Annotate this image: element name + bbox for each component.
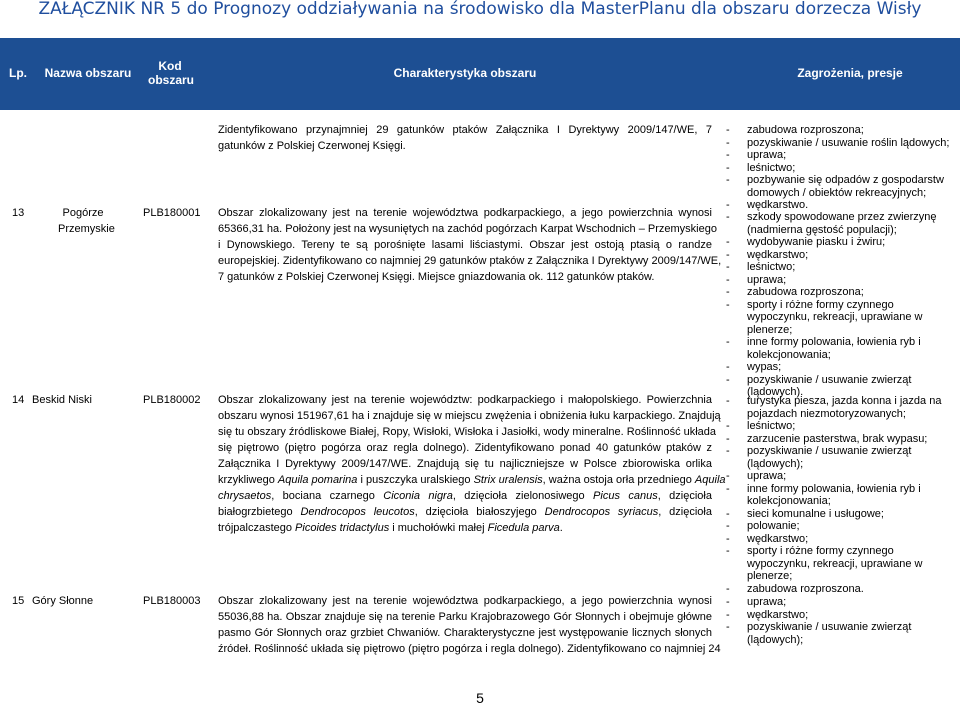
text-line: krzykliwego Aquila pomarina i puszczyka uralskiego Strix uralensis, ważna ostoja orła przedniego Aquila (218, 474, 726, 486)
table-header (0, 38, 960, 110)
risk-item: - sporty i różne formy czynnego wypoczynku, rekreacji, uprawiane w plenerze; (726, 545, 956, 583)
row-14-text (218, 392, 726, 536)
risk-item: - inne formy polowania, łowienia ryb i kolekcjonowania; (726, 483, 956, 508)
risk-item: - uprawa; (726, 149, 956, 162)
row-13-nazwa: Pogórze Przemyskie (58, 207, 115, 235)
text-line: źródeł. Roślinność układa się piętrowo (piętro pogórza i regla dolnego). Zidentyfikowano co najmniej 24 (218, 643, 721, 655)
page-number: 5 (476, 690, 484, 706)
text-line: się tu obszary źródliskowe Białej, Ropy, Wisłoki, Wisłoka i Jasiołki, wody mineralne. Roślinność układa (218, 426, 717, 438)
row-14-lp: 14 (12, 394, 25, 406)
risk-item: - pozyskiwanie / usuwanie roślin lądowych; (726, 137, 956, 150)
risk-item: - zabudowa rozproszona. (726, 583, 956, 596)
text-line: 7 gatunków z Polskiej Czerwonej Księgi. Miejsce gniazdowania ok. 112 gatunków ptaków. (218, 271, 655, 283)
row-15-nazwa: Góry Słonne (32, 595, 94, 607)
risk-item: - leśnictwo; (726, 261, 956, 274)
risk-item: - leśnictwo; (726, 162, 956, 175)
risk-item: - wędkarstwo; (726, 533, 956, 546)
row-15-lp: 15 (12, 595, 25, 607)
text-line: trójpalczastego Picoides tridactylus i muchołówki małej Ficedula parva. (218, 522, 563, 534)
row-13-text (218, 205, 722, 285)
risk-item: - zarzucenie pasterstwa, brak wypasu; (726, 433, 956, 446)
text-line: Załącznika I Dyrektywy 2009/147/WE. Znajdują się tu najliczniejsze w Polsce zbiorowiska orlika (218, 458, 712, 470)
row-13-lp: 13 (12, 207, 25, 219)
risk-item: - szkody spowodowane przez zwierzynę (nadmierna gęstość populacji); (726, 211, 956, 236)
header-zagrozenia: Zagrożenia, presje (797, 66, 903, 80)
header-charakterystyka: Charakterystyka obszaru (393, 66, 537, 80)
risk-item: - wędkarstwo; (726, 249, 956, 262)
text-line: Obszar zlokalizowany jest na terenie województwa podkarpackiego, a jego powierzchnia wynosi (218, 207, 712, 219)
risk-item: - uprawa; (726, 274, 956, 287)
risk-item: - leśnictwo; (726, 420, 956, 433)
text-line: Obszar zlokalizowany jest na terenie województw: podkarpackiego i małopolskiego. Powierzchnia (218, 394, 712, 406)
row-15-text (218, 593, 721, 657)
header-nazwa: Nazwa obszaru (44, 66, 132, 80)
header-kod: Kod obszaru (148, 59, 195, 87)
risk-item: - sieci komunalne i usługowe; (726, 508, 956, 521)
risk-item: - zabudowa rozproszona; (726, 286, 956, 299)
row-14-nazwa: Beskid Niski (32, 394, 92, 406)
text-line: pasmo Gór Słonnych oraz grzbiet Chwaniów. Charakterystyczne jest występowanie licznych słonych (218, 627, 712, 639)
text-line: Obszar zlokalizowany jest na terenie województwa podkarpackiego, a jego powierzchnia wynosi (218, 595, 712, 607)
page-title: ZAŁĄCZNIK NR 5 do Prognozy oddziaływania na środowisko dla MasterPlanu dla obszaru dorzecza Wisły (38, 0, 922, 19)
risk-item: - pozyskiwanie / usuwanie zwierząt (lądowych). (726, 374, 956, 399)
risk-item: - turystyka piesza, jazda konna i jazda na pojazdach niezmotoryzowanych; (726, 395, 956, 420)
text-line: 55036,88 ha. Obszar znajduje się na terenie Parku Krajobrazowego Gór Słonnych i obejmuje główne (218, 611, 712, 623)
row-14-kod: PLB180002 (143, 394, 201, 406)
risk-item: - wypas; (726, 361, 956, 374)
row-15-kod: PLB180003 (143, 595, 201, 607)
risk-item: - wydobywanie piasku i żwiru; (726, 236, 956, 249)
text-line: się piętrowo (piętro pogórza oraz regla dolnego). Zidentyfikowano ponad 40 gatunków ptaków z (218, 442, 712, 454)
row-15-risks (726, 596, 956, 646)
risk-item: - wędkarstwo. (726, 199, 956, 212)
risk-item: - inne formy polowania, łowienia ryb i kolekcjonowania; (726, 336, 956, 361)
prev-row-risks (726, 124, 956, 212)
text-line: obszaru wynosi 151967,61 ha i znajduje się w miejscu zwężenia i obniżenia łuku karpackiego. Znajdują (218, 410, 721, 422)
row-14-risks (726, 395, 956, 595)
text-line: białogrzbietego Dendrocopos leucotos, dzięcioła białoszyjego Dendrocopos syriacus, dzięcioła (218, 506, 712, 518)
risk-item: - uprawa; (726, 470, 956, 483)
risk-item: - wędkarstwo; (726, 609, 956, 622)
prev-row-text: Zidentyfikowano przynajmniej 29 gatunków ptaków Załącznika I Dyrektywy 2009/147/WE, 7 gatunków z Polskiej Czerwonej Księgi. (218, 124, 712, 152)
text-line: 65366,31 ha. Położony jest na wysuniętych na zachód pogórzach Karpat Wschodnich – Przemyskiego (218, 223, 717, 235)
text-line: i Dynowskiego. Tereny te są porośnięte lasami liściastymi. Obszar jest ostoją ptasią o randze (218, 239, 712, 251)
risk-item: - pozyskiwanie / usuwanie zwierząt (lądowych); (726, 445, 956, 470)
row-13-risks (726, 211, 956, 399)
text-line: chrysaetos, bociana czarnego Ciconia nigra, dzięcioła zielonosiwego Picus canus, dzięcioła (218, 490, 712, 502)
risk-item: - uprawa; (726, 596, 956, 609)
risk-item: - pozyskiwanie / usuwanie zwierząt (lądowych); (726, 621, 956, 646)
header-lp: Lp. (9, 66, 27, 80)
row-13-kod: PLB180001 (143, 207, 201, 219)
text-line: europejskiej. Zidentyfikowano co najmniej 29 gatunków ptaków z Załącznika I Dyrektywy 2009/147/WE, (218, 255, 722, 267)
risk-item: - polowanie; (726, 520, 956, 533)
risk-item: - zabudowa rozproszona; (726, 124, 956, 137)
risk-item: - pozbywanie się odpadów z gospodarstw domowych / obiektów rekreacyjnych; (726, 174, 956, 199)
risk-item: - sporty i różne formy czynnego wypoczynku, rekreacji, uprawiane w plenerze; (726, 299, 956, 337)
